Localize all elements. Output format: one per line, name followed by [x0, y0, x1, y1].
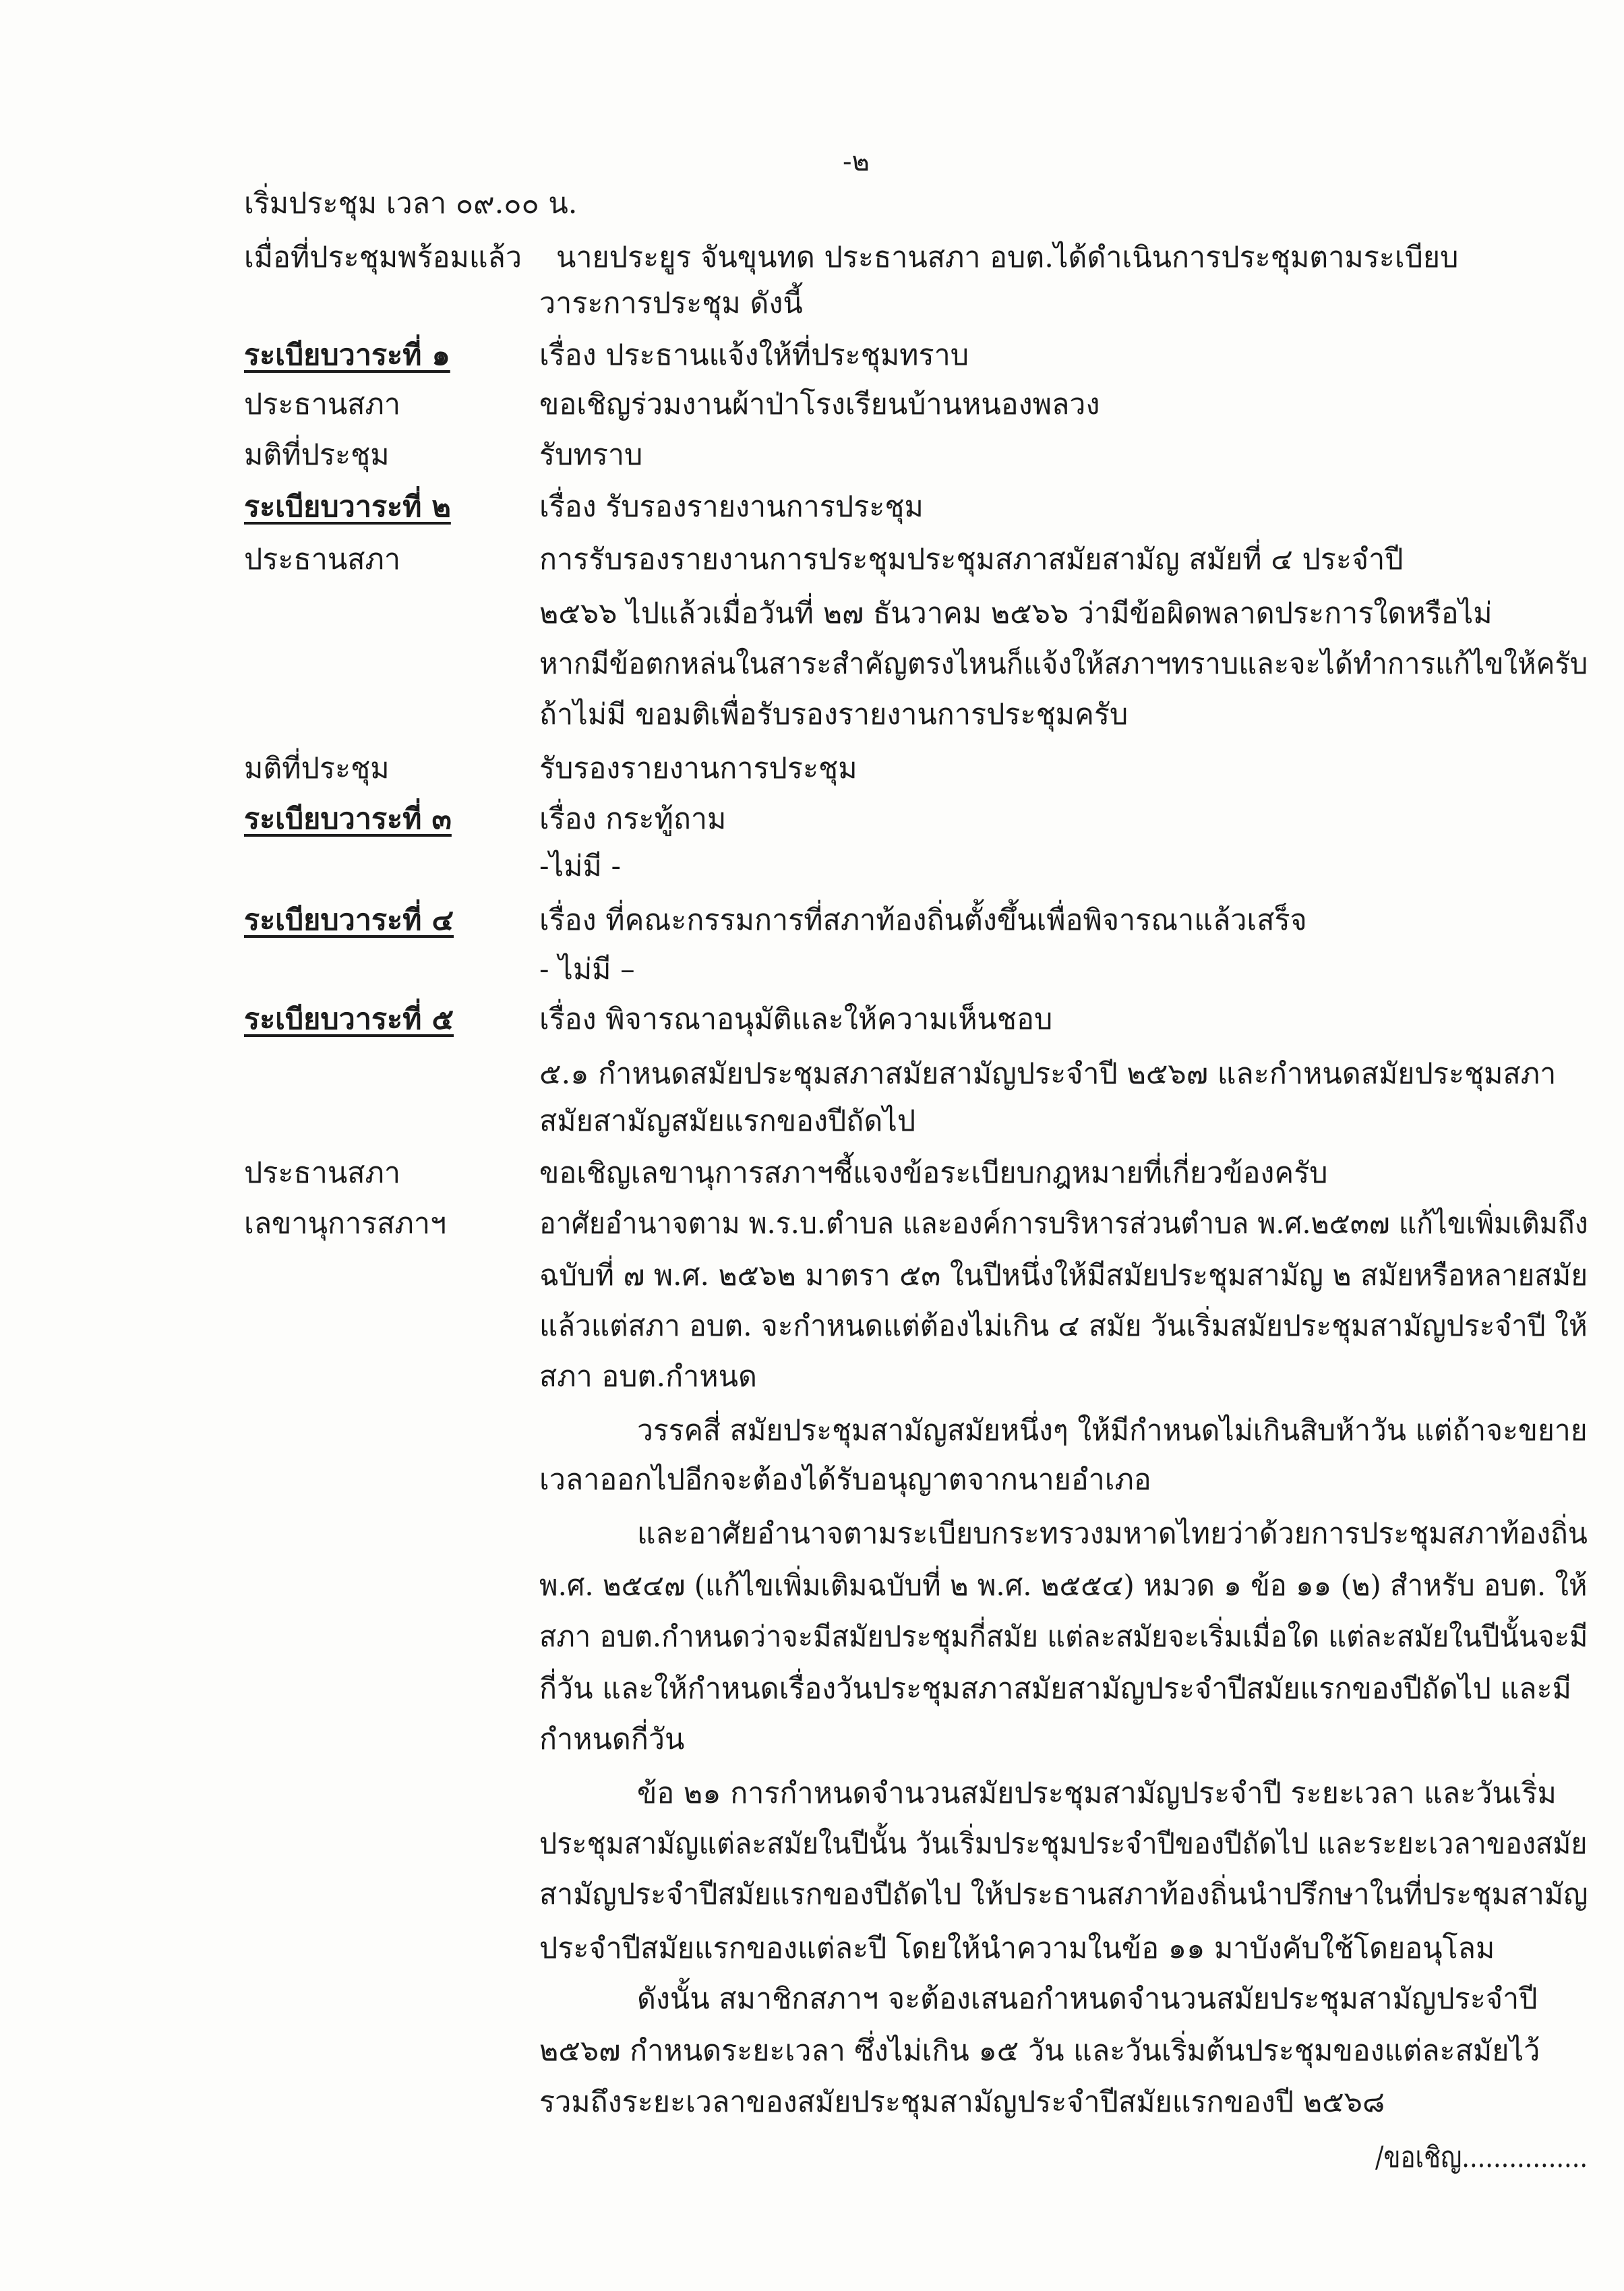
agenda-heading-1: ระเบียบวาระที่ ๑	[244, 338, 450, 372]
speech-line: ประจำปีสมัยแรกของแต่ละปี โดยให้นำความในข้อ ๑๑ มาบังคับใช้โดยอนุโลม	[539, 1932, 1495, 1965]
speech-line: ข้อ ๒๑ การกำหนดจำนวนสมัยประชุมสามัญประจำปี ระยะเวลา และวันเริ่ม	[637, 1777, 1557, 1810]
speech-line: อาศัยอำนาจตาม พ.ร.บ.ตำบล และองค์การบริหารส่วนตำบล พ.ศ.๒๕๓๗ แก้ไขเพิ่มเติมถึง	[539, 1207, 1588, 1241]
agenda-topic-3: เรื่อง กระทู้ถาม	[539, 802, 727, 836]
speech-line: ถ้าไม่มี ขอมติเพื่อรับรองรายงานการประชุมครับ	[539, 698, 1129, 732]
speech-line: ดังนั้น สมาชิกสภาฯ จะต้องเสนอกำหนดจำนวนสมัยประชุมสามัญประจำปี	[637, 1982, 1538, 2016]
speech-line: แล้วแต่สภา อบต. จะกำหนดแต่ต้องไม่เกิน ๔ สมัย วันเริ่มสมัยประชุมสามัญประจำปี ให้	[539, 1309, 1588, 1343]
resolution-label: มติที่ประชุม	[244, 438, 390, 472]
speech-text: ขอเชิญร่วมงานผ้าป่าโรงเรียนบ้านหนองพลวง	[539, 388, 1100, 421]
speech-text: ขอเชิญเลขานุการสภาฯชี้แจงข้อระเบียบกฎหมายที่เกี่ยวข้องครับ	[539, 1156, 1328, 1190]
speech-line: กำหนดกี่วัน	[539, 1723, 685, 1756]
resolution-text: รับรองรายงานการประชุม	[539, 752, 858, 785]
agenda-heading-5: ระเบียบวาระที่ ๕	[244, 1003, 454, 1036]
speech-line: หากมีข้อตกหล่นในสาระสำคัญตรงไหนก็แจ้งให้สภาฯทราบและจะได้ทำการแก้ไขให้ครับ	[539, 647, 1588, 681]
agenda-item-line: ๕.๑ กำหนดสมัยประชุมสภาสมัยสามัญประจำปี ๒๕๖๗ และกำหนดสมัยประชุมสภา	[539, 1057, 1557, 1091]
ready-label: เมื่อที่ประชุมพร้อมแล้ว	[244, 241, 522, 274]
agenda-heading-2: ระเบียบวาระที่ ๒	[244, 490, 451, 524]
speaker-label: เลขานุการสภาฯ	[244, 1207, 447, 1241]
resolution-text: รับทราบ	[539, 438, 643, 472]
speech-line: พ.ศ. ๒๕๔๗ (แก้ไขเพิ่มเติมฉบับที่ ๒ พ.ศ. ๒๕๕๔) หมวด ๑ ข้อ ๑๑ (๒) สำหรับ อบต. ให้	[539, 1569, 1588, 1603]
speech-line: สามัญประจำปีสมัยแรกของปีถัดไป ให้ประธานสภาท้องถิ่นนำปรึกษาในที่ประชุมสามัญ	[539, 1878, 1588, 1911]
speech-line: ๒๕๖๖ ไปแล้วเมื่อวันที่ ๒๗ ธันวาคม ๒๕๖๖ ว่ามีข้อผิดพลาดประการใดหรือไม่	[539, 597, 1493, 630]
agenda-heading-4: ระเบียบวาระที่ ๔	[244, 903, 454, 937]
agenda-note: - ไม่มี –	[539, 953, 635, 986]
speech-line: สภา อบต.กำหนดว่าจะมีสมัยประชุมกี่สมัย แต่ละสมัยจะเริ่มเมื่อใด แต่ละสมัยในปีนั้นจะมี	[539, 1620, 1588, 1654]
page-number: -๒	[843, 146, 870, 177]
meeting-start-line: เริ่มประชุม เวลา ๐๙.๐๐ น.	[244, 187, 578, 220]
speaker-label: ประธานสภา	[244, 543, 401, 576]
agenda-topic-4: เรื่อง ที่คณะกรรมการที่สภาท้องถิ่นตั้งขึ้นเพื่อพิจารณาแล้วเสร็จ	[539, 903, 1307, 937]
agenda-heading-3: ระเบียบวาระที่ ๓	[244, 802, 452, 836]
speech-line: รวมถึงระยะเวลาของสมัยประชุมสามัญประจำปีสมัยแรกของปี ๒๕๖๘	[539, 2085, 1385, 2119]
agenda-item-line: สมัยสามัญสมัยแรกของปีถัดไป	[539, 1104, 916, 1138]
speech-line: การรับรองรายงานการประชุมประชุมสภาสมัยสามัญ สมัยที่ ๔ ประจำปี	[539, 543, 1404, 576]
agenda-topic-2: เรื่อง รับรองรายงานการประชุม	[539, 490, 924, 524]
speaker-label: ประธานสภา	[244, 388, 401, 421]
speech-line: ประชุมสามัญแต่ละสมัยในปีนั้น วันเริ่มประชุมประจำปีของปีถัดไป และระยะเวลาของสมัย	[539, 1827, 1588, 1861]
speech-line: วรรคสี่ สมัยประชุมสามัญสมัยหนึ่งๆ ให้มีกำหนดไม่เกินสิบห้าวัน แต่ถ้าจะขยาย	[637, 1414, 1588, 1448]
continuation-marker: /ขอเชิญ................	[1375, 2141, 1588, 2174]
speech-line: เวลาออกไปอีกจะต้องได้รับอนุญาตจากนายอำเภอ	[539, 1463, 1151, 1497]
ready-text-line: นายประยูร จันขุนทด ประธานสภา อบต.ได้ดำเนินการประชุมตามระเบียบ	[556, 241, 1459, 274]
agenda-topic-5: เรื่อง พิจารณาอนุมัติและให้ความเห็นชอบ	[539, 1003, 1053, 1036]
speaker-label: ประธานสภา	[244, 1156, 401, 1190]
speech-line: สภา อบต.กำหนด	[539, 1360, 757, 1394]
ready-text-line: วาระการประชุม ดังนี้	[539, 287, 803, 320]
agenda-topic-1: เรื่อง ประธานแจ้งให้ที่ประชุมทราบ	[539, 338, 969, 372]
speech-line: ฉบับที่ ๗ พ.ศ. ๒๕๖๒ มาตรา ๕๓ ในปีหนึ่งให้มีสมัยประชุมสามัญ ๒ สมัยหรือหลายสมัย	[539, 1259, 1588, 1292]
resolution-label: มติที่ประชุม	[244, 752, 390, 785]
agenda-note: -ไม่มี -	[539, 850, 622, 883]
speech-line: ๒๕๖๗ กำหนดระยะเวลา ซึ่งไม่เกิน ๑๕ วัน และวันเริ่มต้นประชุมของแต่ละสมัยไว้	[539, 2034, 1540, 2068]
speech-line: และอาศัยอำนาจตามระเบียบกระทรวงมหาดไทยว่าด้วยการประชุมสภาท้องถิ่น	[637, 1517, 1588, 1551]
speech-line: กี่วัน และให้กำหนดเรื่องวันประชุมสภาสมัยสามัญประจำปีสมัยแรกของปีถัดไป และมี	[539, 1672, 1571, 1706]
